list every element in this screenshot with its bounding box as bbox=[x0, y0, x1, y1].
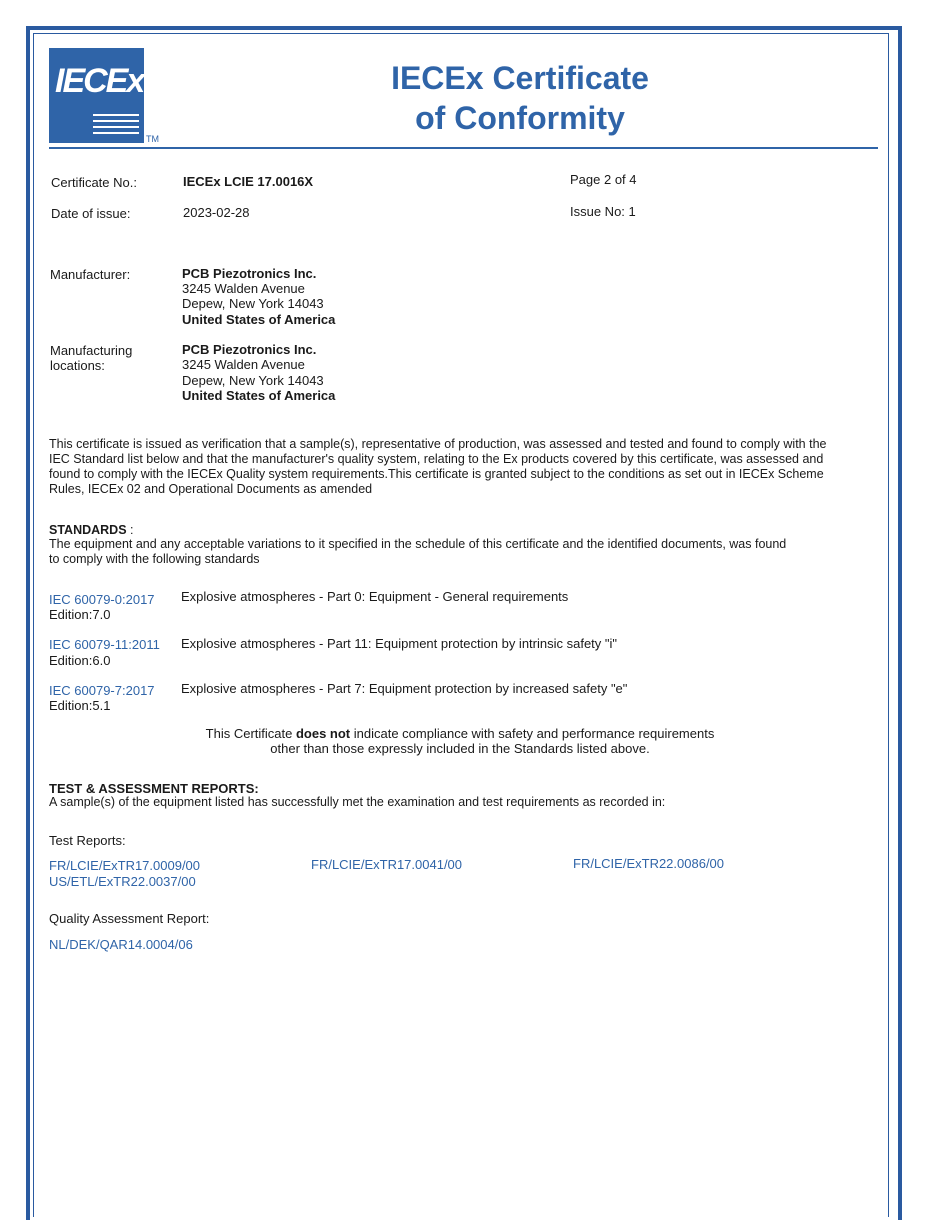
location-country: United States of America bbox=[182, 388, 336, 403]
header-divider bbox=[49, 147, 878, 149]
standard-title: Explosive atmospheres - Part 11: Equipment protection by intrinsic safety "i" bbox=[181, 636, 618, 651]
cert-no: IECEx LCIE 17.0016X bbox=[183, 174, 314, 189]
date-of-issue: 2023-02-28 bbox=[183, 205, 250, 220]
manufacturer-name: PCB Piezotronics Inc. bbox=[182, 266, 317, 281]
standard-edition: Edition:6.0 bbox=[49, 653, 111, 668]
location-city: Depew, New York 14043 bbox=[182, 373, 324, 388]
standards-heading bbox=[49, 523, 134, 538]
manufacturer-label: Manufacturer: bbox=[50, 267, 131, 282]
reports-intro: A sample(s) of the equipment listed has successfully met the examination and test requirements as recorded in: bbox=[49, 795, 666, 809]
manufacturer-country: United States of America bbox=[182, 312, 336, 327]
note-line-2: other than those expressly included in the Standards listed above. bbox=[270, 741, 650, 756]
page-title bbox=[300, 58, 740, 138]
page-number: Page 2 of 4 bbox=[570, 172, 637, 187]
statement-line: This certificate is issued as verification that a sample(s), representative of production, was assessed and tested and found to comply with the bbox=[49, 437, 827, 451]
logo-line bbox=[93, 126, 139, 128]
locations-label-1: Manufacturing bbox=[50, 343, 133, 358]
note-part: indicate compliance with safety and performance requirements bbox=[350, 726, 715, 741]
standard-edition: Edition:5.1 bbox=[49, 698, 111, 713]
page-border-inner bbox=[33, 33, 889, 1217]
logo-line bbox=[93, 114, 139, 116]
qar-link[interactable]: NL/DEK/QAR14.0004/06 bbox=[49, 937, 193, 952]
iecex-logo bbox=[49, 48, 144, 143]
compliance-note bbox=[160, 726, 760, 756]
test-report-link[interactable]: FR/LCIE/ExTR17.0009/00 bbox=[49, 858, 201, 873]
manufacturer-city: Depew, New York 14043 bbox=[182, 296, 324, 311]
logo-line bbox=[93, 120, 139, 122]
statement-line: found to comply with the IECEx Quality system requirements.This certificate is granted subject to the conditions as set out in IECEx Scheme bbox=[49, 467, 824, 481]
standards-intro bbox=[49, 537, 786, 567]
test-report-link[interactable]: FR/LCIE/ExTR22.0086/00 bbox=[573, 856, 725, 871]
test-report-link[interactable]: US/ETL/ExTR22.0037/00 bbox=[49, 874, 196, 889]
date-label: Date of issue: bbox=[51, 206, 131, 221]
issue-number: Issue No: 1 bbox=[570, 204, 636, 219]
standard-edition: Edition:7.0 bbox=[49, 607, 111, 622]
test-reports-label: Test Reports: bbox=[49, 833, 126, 848]
note-emphasis: does not bbox=[295, 726, 351, 741]
location-street: 3245 Walden Avenue bbox=[182, 357, 305, 372]
manufacturer-street: 3245 Walden Avenue bbox=[182, 281, 305, 296]
standard-title: Explosive atmospheres - Part 7: Equipment protection by increased safety "e" bbox=[181, 681, 628, 696]
standard-code[interactable]: IEC 60079-7:2017 bbox=[49, 683, 155, 698]
title-line-1: IECEx Certificate bbox=[391, 60, 649, 96]
note-part: This Certificate bbox=[205, 726, 296, 741]
certificate-statement bbox=[49, 437, 826, 497]
statement-line: IEC Standard list below and that the manufacturer's quality system, relating to the Ex products covered by this certificate, was assessed and bbox=[49, 452, 824, 466]
statement-line: Rules, IECEx 02 and Operational Documents as amended bbox=[49, 482, 373, 496]
title-line-2: of Conformity bbox=[415, 100, 625, 136]
standard-code[interactable]: IEC 60079-0:2017 bbox=[49, 592, 155, 607]
location-name: PCB Piezotronics Inc. bbox=[182, 342, 317, 357]
cert-no-label: Certificate No.: bbox=[51, 175, 137, 190]
standard-code[interactable]: IEC 60079-11:2011 bbox=[49, 637, 160, 652]
standard-title: Explosive atmospheres - Part 0: Equipment - General requirements bbox=[181, 589, 569, 604]
locations-label-2: locations: bbox=[50, 358, 105, 373]
logo-text: IECEx bbox=[55, 62, 144, 100]
standards-intro-line: to comply with the following standards bbox=[49, 552, 260, 566]
logo-line bbox=[93, 132, 139, 134]
standards-intro-line: The equipment and any acceptable variations to it specified in the schedule of this certificate and the identified documents, was found bbox=[49, 537, 787, 551]
trademark: TM bbox=[146, 134, 159, 144]
standards-colon: : bbox=[126, 523, 134, 537]
standards-heading-text: STANDARDS bbox=[49, 523, 127, 537]
qar-label: Quality Assessment Report: bbox=[49, 911, 210, 926]
reports-heading: TEST & ASSESSMENT REPORTS: bbox=[49, 781, 259, 796]
test-report-link[interactable]: FR/LCIE/ExTR17.0041/00 bbox=[311, 857, 463, 872]
